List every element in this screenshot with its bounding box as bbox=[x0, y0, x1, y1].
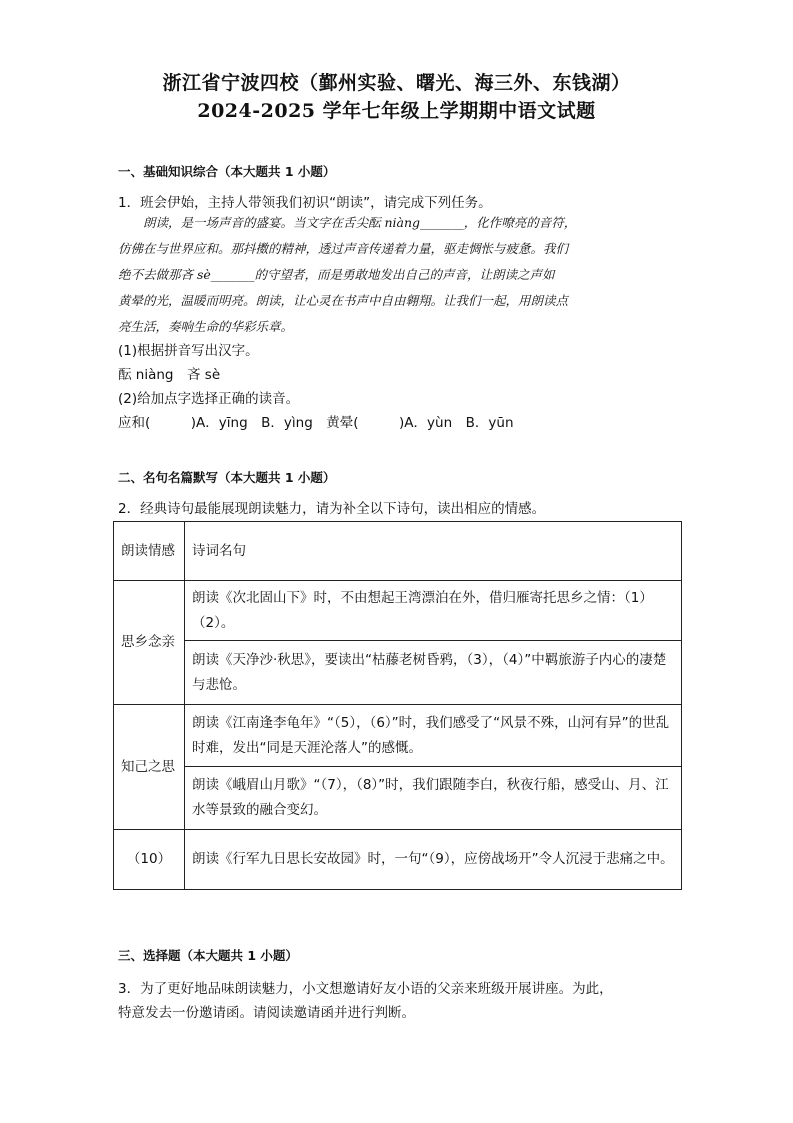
section2-heading: 二、名句名篇默写（本大题共 1 小题） bbox=[118, 470, 336, 485]
section1-heading: 一、基础知识综合（本大题共 1 小题） bbox=[118, 164, 336, 179]
emotion-label-cell: 思乡念亲 bbox=[114, 581, 185, 705]
poem-cell: 朗读《行军九日思长安故园》时，一句“（9），应傍战场开”令人沉浸于悲痛之中。 bbox=[185, 830, 682, 890]
question2-stem: 2．经典诗句最能展现朗读魅力，请为补全以下诗句，读出相应的情感。 bbox=[118, 501, 546, 517]
sub-question-1: (1)根据拼音写出汉字。 bbox=[118, 343, 259, 359]
poem-cell: 朗读《峨眉山月歌》“（7），（8）”时，我们跟随李白，秋夜行船，感受山、月、江水等景致的融合变幻。 bbox=[185, 767, 682, 830]
passage-line: 朗读，是一场声音的盛宴。当文字在舌尖酝 niàng_______，化作嘹亮的音符， bbox=[118, 215, 577, 230]
passage-line: 亮生活，奏响生命的华彩乐章。 bbox=[118, 319, 294, 334]
question3-stem-line2: 特意发去一份邀请函。请阅读邀请函并进行判断。 bbox=[118, 1005, 415, 1021]
poem-cell: 朗读《江南逢李龟年》“（5），（6）”时，我们感受了“风景不殊，山河有异”的世乱时难，发出“同是天涯沦落人”的感慨。 bbox=[185, 705, 682, 767]
table-row bbox=[114, 581, 682, 641]
table-row bbox=[114, 641, 682, 705]
poem-cell: 朗读《次北固山下》时，不由想起王湾漂泊在外，借归雁寄托思乡之情：（1）（2）。 bbox=[185, 581, 682, 641]
passage-line: 仿佛在与世界应和。那抖擞的精神，透过声音传递着力量，驱走惆怅与疲惫。我们 bbox=[118, 241, 569, 256]
poem-cell: 朗读《天净沙·秋思》，要读出“枯藤老树昏鸦，（3），（4）”中羁旅游子内心的凄楚与悲怆。 bbox=[185, 641, 682, 705]
question1-stem: 1．班会伊始，主持人带领我们初识“朗读”，请完成下列任务。 bbox=[118, 195, 492, 211]
sub-question-2: (2)给加点字选择正确的读音。 bbox=[118, 391, 300, 407]
table-row bbox=[114, 767, 682, 830]
reading-passage bbox=[118, 210, 678, 340]
table-row bbox=[114, 522, 682, 581]
section3-heading: 三、选择题（本大题共 1 小题） bbox=[118, 948, 298, 963]
passage-line: 黄晕的光，温暖而明亮。朗读，让心灵在书声中自由翱翔。让我们一起，用朗读点 bbox=[118, 293, 569, 308]
emotion-label-cell: （10） bbox=[114, 830, 185, 890]
exam-title-line1: 浙江省宁波四校（鄞州实验、曙光、海三外、东钱湖） bbox=[162, 72, 631, 94]
emotion-label-cell: 知己之思 bbox=[114, 705, 185, 830]
table-header-cell: 朗读情感 bbox=[114, 522, 185, 581]
table-header-cell: 诗词名句 bbox=[185, 522, 682, 581]
pinyin-line: 酝 niàng 吝 sè bbox=[118, 367, 221, 383]
table-row bbox=[114, 705, 682, 767]
pronunciation-options: 应和( )A．yīng B．yìng 黄晕( )A．yùn B．yūn bbox=[118, 415, 514, 431]
table-row bbox=[114, 830, 682, 890]
exam-title-line2: 2024-2025 学年七年级上学期期中语文试题 bbox=[197, 100, 596, 122]
question3-stem-line1: 3．为了更好地品味朗读魅力，小文想邀请好友小语的父亲来班级开展讲座。为此， bbox=[118, 981, 613, 997]
poem-table bbox=[113, 521, 682, 890]
passage-line: 绝不去做那吝 sè_______的守望者，而是勇敢地发出自己的声音，让朗读之声如 bbox=[118, 267, 555, 282]
